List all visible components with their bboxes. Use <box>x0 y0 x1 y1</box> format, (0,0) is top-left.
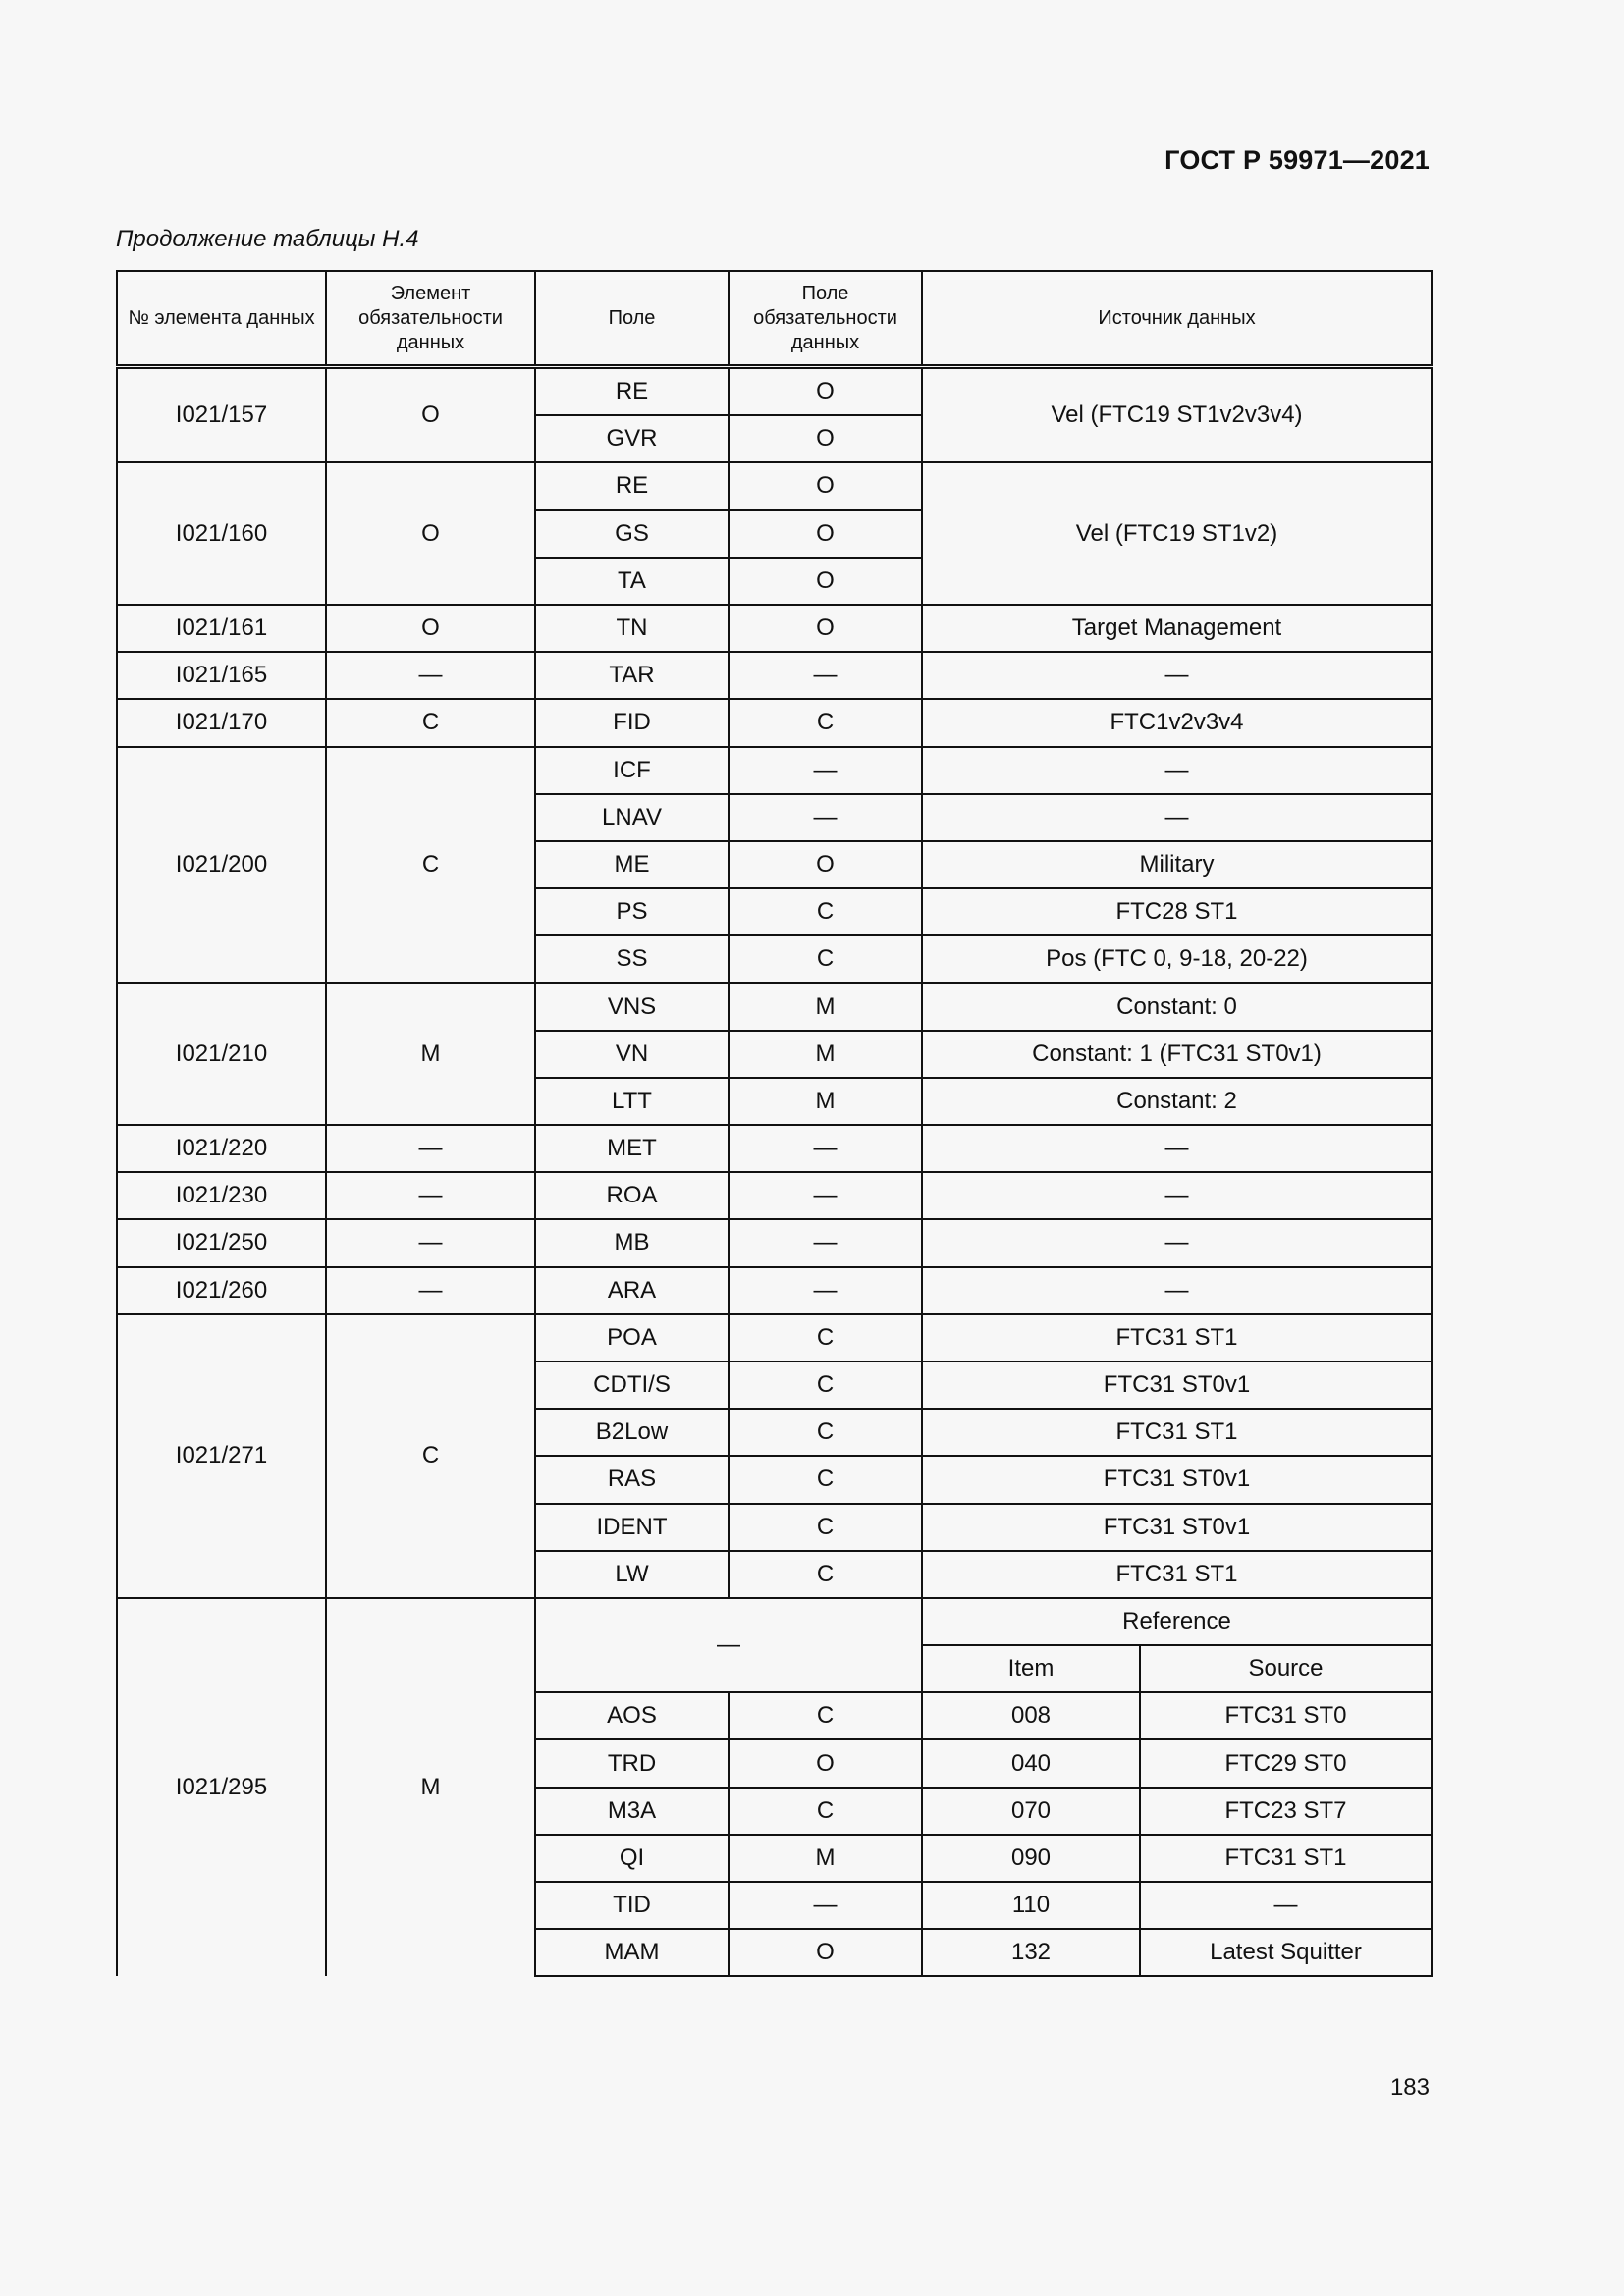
item-cell: 040 <box>922 1739 1140 1787</box>
field-mandatory-cell: — <box>729 747 922 794</box>
element-mandatory-cell: M <box>326 983 535 1125</box>
item-cell: 070 <box>922 1788 1140 1835</box>
item-cell: 008 <box>922 1692 1140 1739</box>
field-cell: VNS <box>535 983 729 1030</box>
field-cell: B2Low <box>535 1409 729 1456</box>
field-mandatory-cell: O <box>729 415 922 462</box>
field-cell: LNAV <box>535 794 729 841</box>
field-cell: TRD <box>535 1739 729 1787</box>
element-mandatory-cell: — <box>326 1172 535 1219</box>
source-cell: FTC31 ST1 <box>922 1551 1432 1598</box>
field-mandatory-cell: O <box>729 367 922 416</box>
document-code: ГОСТ Р 59971—2021 <box>1164 145 1430 175</box>
field-mandatory-cell: — <box>729 652 922 699</box>
field-cell: POA <box>535 1314 729 1362</box>
field-cell: RAS <box>535 1456 729 1503</box>
source-cell: — <box>922 1125 1432 1172</box>
field-mandatory-cell: — <box>729 1172 922 1219</box>
element-mandatory-cell: — <box>326 1219 535 1266</box>
field-cell: SS <box>535 935 729 983</box>
field-cell: TN <box>535 605 729 652</box>
element-id-cell: I021/160 <box>117 462 326 605</box>
source-cell: FTC31 ST0v1 <box>922 1362 1432 1409</box>
field-cell: M3A <box>535 1788 729 1835</box>
field-mandatory-cell: C <box>729 1456 922 1503</box>
element-id-cell: I021/230 <box>117 1172 326 1219</box>
source-cell: Vel (FTC19 ST1v2v3v4) <box>922 367 1432 463</box>
element-id-cell: I021/295 <box>117 1598 326 1977</box>
page-number: 183 <box>1389 2074 1430 2101</box>
table-row <box>117 1125 1432 1172</box>
field-cell: GS <box>535 510 729 558</box>
item-cell: 132 <box>922 1929 1140 1976</box>
item-cell: 090 <box>922 1835 1140 1882</box>
source-cell: Pos (FTC 0, 9-18, 20-22) <box>922 935 1432 983</box>
element-id-cell: I021/271 <box>117 1314 326 1598</box>
field-mandatory-cell: C <box>729 1362 922 1409</box>
source-cell: FTC31 ST0v1 <box>922 1456 1432 1503</box>
col-header-field-mandatory: Поле обязательности данных <box>729 271 922 367</box>
element-id-cell: I021/200 <box>117 747 326 984</box>
element-id-cell: I021/170 <box>117 699 326 746</box>
table-row <box>117 367 1432 416</box>
col-header-element-no: № элемента данных <box>117 271 326 367</box>
source-cell: FTC29 ST0 <box>1140 1739 1432 1787</box>
element-id-cell: I021/165 <box>117 652 326 699</box>
source-cell: Target Management <box>922 605 1432 652</box>
source-cell: — <box>922 747 1432 794</box>
field-cell: RE <box>535 462 729 509</box>
element-mandatory-cell: O <box>326 367 535 463</box>
source-cell: — <box>922 652 1432 699</box>
field-mandatory-cell: O <box>729 558 922 605</box>
element-id-cell: I021/250 <box>117 1219 326 1266</box>
field-cell: ICF <box>535 747 729 794</box>
item-header: Item <box>922 1645 1140 1692</box>
field-cell: CDTI/S <box>535 1362 729 1409</box>
element-mandatory-cell: O <box>326 462 535 605</box>
field-cell: TAR <box>535 652 729 699</box>
table-row <box>117 699 1432 746</box>
field-cell: ARA <box>535 1267 729 1314</box>
field-cell: VN <box>535 1031 729 1078</box>
field-mandatory-cell: C <box>729 935 922 983</box>
source-cell: — <box>922 1267 1432 1314</box>
field-cell: GVR <box>535 415 729 462</box>
field-mandatory-cell: — <box>729 1267 922 1314</box>
source-cell: Latest Squitter <box>1140 1929 1432 1976</box>
table-row <box>117 1267 1432 1314</box>
table-row <box>117 462 1432 509</box>
field-mandatory-cell: O <box>729 510 922 558</box>
field-mandatory-cell: C <box>729 1788 922 1835</box>
field-mandatory-cell: O <box>729 1739 922 1787</box>
source-cell: FTC31 ST1 <box>922 1409 1432 1456</box>
source-cell: — <box>922 1219 1432 1266</box>
field-cell: LW <box>535 1551 729 1598</box>
field-cell: MET <box>535 1125 729 1172</box>
source-cell: Constant: 2 <box>922 1078 1432 1125</box>
field-mandatory-cell: C <box>729 1409 922 1456</box>
source-cell: FTC28 ST1 <box>922 888 1432 935</box>
table-row <box>117 1219 1432 1266</box>
element-mandatory-cell: — <box>326 652 535 699</box>
field-cell: TA <box>535 558 729 605</box>
field-cell: IDENT <box>535 1504 729 1551</box>
col-header-field: Поле <box>535 271 729 367</box>
field-mandatory-cell: M <box>729 1031 922 1078</box>
source-cell: Vel (FTC19 ST1v2) <box>922 462 1432 605</box>
field-cell: MB <box>535 1219 729 1266</box>
source-cell: — <box>922 1172 1432 1219</box>
field-mandatory-cell: C <box>729 888 922 935</box>
col-header-data-source: Источник данных <box>922 271 1432 367</box>
field-cell: MAM <box>535 1929 729 1976</box>
element-id-cell: I021/220 <box>117 1125 326 1172</box>
field-cell: ROA <box>535 1172 729 1219</box>
source-cell: Constant: 1 (FTC31 ST0v1) <box>922 1031 1432 1078</box>
source-cell: FTC31 ST1 <box>1140 1835 1432 1882</box>
data-table <box>116 270 1433 1977</box>
element-mandatory-cell: C <box>326 1314 535 1598</box>
field-mandatory-cell: M <box>729 983 922 1030</box>
field-mandatory-cell: M <box>729 1835 922 1882</box>
field-cell: PS <box>535 888 729 935</box>
element-id-cell: I021/161 <box>117 605 326 652</box>
item-cell: 110 <box>922 1882 1140 1929</box>
table-row <box>117 1172 1432 1219</box>
field-mandatory-cell: O <box>729 1929 922 1976</box>
table-row <box>117 1314 1432 1362</box>
element-mandatory-cell: — <box>326 1125 535 1172</box>
field-mandatory-cell: C <box>729 699 922 746</box>
field-mandatory-cell: C <box>729 1314 922 1362</box>
table-row <box>117 605 1432 652</box>
subfield-dash-cell: — <box>535 1598 922 1692</box>
field-cell: RE <box>535 367 729 416</box>
field-mandatory-cell: — <box>729 1882 922 1929</box>
field-cell: LTT <box>535 1078 729 1125</box>
field-mandatory-cell: C <box>729 1504 922 1551</box>
source-cell: — <box>922 794 1432 841</box>
element-mandatory-cell: O <box>326 605 535 652</box>
element-mandatory-cell: C <box>326 747 535 984</box>
source-cell: FTC31 ST1 <box>922 1314 1432 1362</box>
field-cell: QI <box>535 1835 729 1882</box>
field-mandatory-cell: M <box>729 1078 922 1125</box>
field-mandatory-cell: — <box>729 1219 922 1266</box>
field-cell: ME <box>535 841 729 888</box>
table-header-row <box>117 271 1432 367</box>
reference-header: Reference <box>922 1598 1432 1645</box>
element-id-cell: I021/260 <box>117 1267 326 1314</box>
table-row <box>117 1598 1432 1645</box>
element-id-cell: I021/210 <box>117 983 326 1125</box>
field-cell: TID <box>535 1882 729 1929</box>
source-cell: Constant: 0 <box>922 983 1432 1030</box>
element-id-cell: I021/157 <box>117 367 326 463</box>
field-mandatory-cell: O <box>729 462 922 509</box>
table-row <box>117 652 1432 699</box>
source-cell: FTC1v2v3v4 <box>922 699 1432 746</box>
table-row <box>117 983 1432 1030</box>
element-mandatory-cell: — <box>326 1267 535 1314</box>
field-mandatory-cell: — <box>729 794 922 841</box>
table-row <box>117 747 1432 794</box>
field-mandatory-cell: C <box>729 1551 922 1598</box>
source-cell: — <box>1140 1882 1432 1929</box>
field-cell: FID <box>535 699 729 746</box>
table-caption: Продолжение таблицы Н.4 <box>116 226 419 252</box>
field-mandatory-cell: C <box>729 1692 922 1739</box>
source-cell: FTC23 ST7 <box>1140 1788 1432 1835</box>
col-header-element-mandatory: Элемент обязательности данных <box>326 271 535 367</box>
element-mandatory-cell: C <box>326 699 535 746</box>
field-mandatory-cell: O <box>729 605 922 652</box>
field-cell: AOS <box>535 1692 729 1739</box>
field-mandatory-cell: — <box>729 1125 922 1172</box>
field-mandatory-cell: O <box>729 841 922 888</box>
source-cell: FTC31 ST0v1 <box>922 1504 1432 1551</box>
source-header: Source <box>1140 1645 1432 1692</box>
element-mandatory-cell: M <box>326 1598 535 1977</box>
source-cell: FTC31 ST0 <box>1140 1692 1432 1739</box>
source-cell: Military <box>922 841 1432 888</box>
